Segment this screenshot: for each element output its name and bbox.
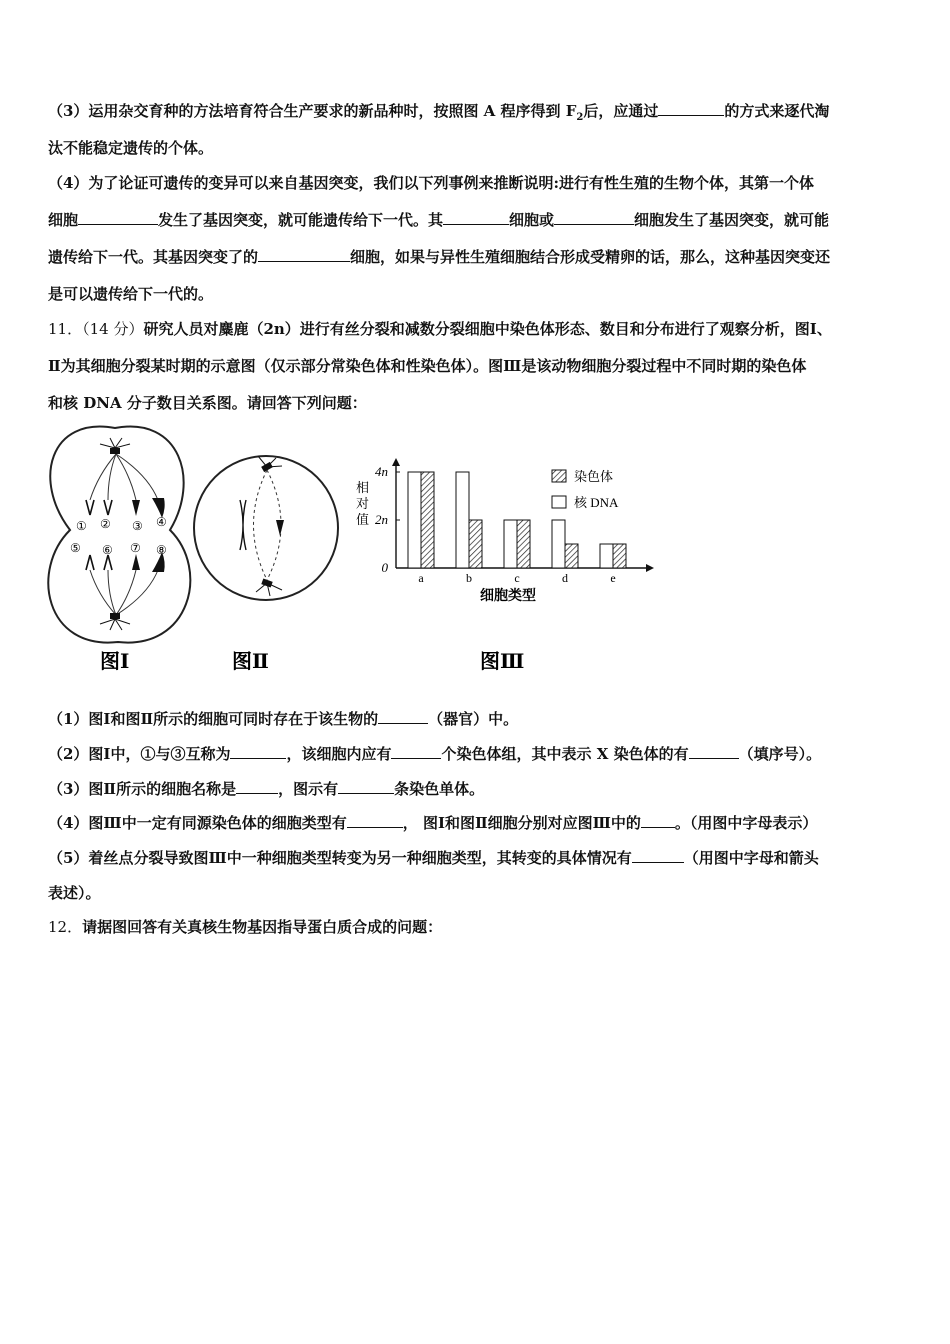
chromosome-label: ⑧ (156, 543, 167, 557)
chromosome-label: ④ (156, 515, 167, 529)
answer-blank[interactable] (689, 744, 739, 759)
x-tick-label: b (466, 571, 472, 585)
answer-blank[interactable] (391, 744, 441, 759)
answer-blank[interactable] (554, 210, 634, 225)
answer-blank[interactable] (658, 101, 724, 116)
q11-part5-line2: 表述）。 (48, 884, 101, 902)
y-tick-label: 0 (381, 560, 388, 575)
x-tick-label: c (514, 571, 520, 585)
question-number: 11．（14 分） (48, 320, 144, 338)
figure-2-caption: 图Ⅱ (232, 651, 269, 673)
q11-stem-line2: Ⅱ为其细胞分裂某时期的示意图（仅示部分常染色体和性染色体）。图Ⅲ是该动物细胞分裂过程中不同时期的染色体 (48, 357, 807, 375)
q11-part1: （1）图Ⅰ和图Ⅱ所示的细胞可同时存在于该生物的 （器官）中。 (48, 710, 519, 728)
x-tick-label: a (418, 571, 424, 585)
q10-part4-line4: 是可以遗传给下一代的。 (48, 285, 214, 303)
bar-dna-c (504, 520, 517, 568)
answer-blank[interactable] (236, 779, 278, 794)
answer-blank[interactable] (230, 744, 286, 759)
chromosome-label: ⑤ (70, 541, 81, 555)
figure-1-caption: 图Ⅰ (100, 651, 130, 673)
x-tick-label: d (562, 571, 568, 585)
q10-part4-line3: 遗传给下一代。其基因突变了的 细胞，如果与异性生殖细胞结合形成受精卵的话，那么，这种基因突变还 (48, 248, 831, 266)
q11-part4: （4）图Ⅲ中一定有同源染色体的细胞类型有 ， 图Ⅰ和图Ⅱ细胞分别对应图Ⅲ中的 。（用图中字母表示） (48, 814, 818, 832)
chart-xlabel: 细胞类型 (480, 589, 536, 604)
q10-part4-line1: （4）为了论证可遗传的变异可以来自基因突变，我们以下列事例来推断说明:进行有性生殖的生物个体，其第一个体 (48, 174, 814, 192)
figure-3-chart (356, 458, 654, 673)
legend-label: 核 DNA (574, 495, 619, 510)
chromosome-label: ③ (132, 519, 143, 533)
chromosome-label: ① (76, 519, 87, 533)
centriole-icon (110, 448, 120, 454)
q11-stem-line3: 和核 DNA 分子数目关系图。请回答下列问题： (48, 394, 367, 412)
q11-part5-line1: （5）着丝点分裂导致图Ⅲ中一种细胞类型转变为另一种细胞类型，其转变的具体情况有 （用图中字母和箭头 (48, 849, 819, 867)
y-axis-label-char: 对 (356, 496, 370, 511)
legend-label: 染色体 (574, 469, 614, 484)
q10-part3-line2: 汰不能稳定遗传的个体。 (48, 139, 214, 157)
answer-blank[interactable] (258, 247, 350, 262)
y-tick-label: 2n (375, 512, 388, 527)
answer-blank[interactable] (338, 779, 394, 794)
bar-chromosome-e (613, 544, 626, 568)
figure-3-caption: 图Ⅲ (480, 651, 525, 673)
legend-swatch-chromosome (552, 470, 566, 482)
y-axis-arrow-icon (392, 458, 400, 466)
figure-2 (194, 456, 338, 673)
q10-part4-line2: 细胞 发生了基因突变，就可能遗传给下一代。其 细胞或 细胞发生了基因突变，就可能 (48, 211, 830, 229)
q10-part3-line1: （3）运用杂交育种的方法培育符合生产要求的新品种时，按照图 A 程序得到 $F_2$后，应通过 的方式来逐代淘 (48, 102, 830, 123)
q12-stem: 12．请据图回答有关真核生物基因指导蛋白质合成的问题： (48, 918, 443, 936)
bar-chromosome-d (565, 544, 578, 568)
chart-ylabel (356, 480, 369, 527)
figures-svg (40, 420, 680, 690)
bar-dna-b (456, 472, 469, 568)
question-number: 12． (48, 918, 83, 936)
centriole-icon (110, 613, 120, 619)
bar-chromosome-a (421, 472, 434, 568)
bar-dna-e (600, 544, 613, 568)
q11-part3: （3）图Ⅱ所示的细胞名称是 ，图示有 条染色单体。 (48, 780, 485, 798)
y-tick-label: 4n (375, 464, 388, 479)
x-tick-label: e (610, 571, 616, 585)
bar-dna-a (408, 472, 421, 568)
answer-blank[interactable] (641, 813, 675, 828)
chromosome-label: ⑥ (102, 543, 113, 557)
answer-blank[interactable] (347, 813, 403, 828)
bar-dna-d (552, 520, 565, 568)
figure-1 (48, 427, 190, 673)
q11-part2: （2）图Ⅰ中，①与③互称为 ，该细胞内应有 个染色体组，其中表示 X 染色体的有 （填序号）。 (48, 745, 822, 763)
figure-area (40, 420, 680, 690)
y-axis-label-char: 值 (356, 512, 370, 527)
bar-chromosome-b (469, 520, 482, 568)
legend-swatch-dna (552, 496, 566, 508)
x-axis-arrow-icon (646, 564, 654, 572)
answer-blank[interactable] (78, 210, 158, 225)
q11-stem-line1: 11．（14 分）研究人员对麋鹿（2n）进行有丝分裂和减数分裂细胞中染色体形态、数目和分布进行了观察分析，图Ⅰ、 (48, 320, 832, 338)
chromosome-label: ② (100, 517, 111, 531)
answer-blank[interactable] (443, 210, 509, 225)
chromosome-label: ⑦ (130, 541, 141, 555)
y-axis-label-char: 相 (356, 480, 370, 495)
answer-blank[interactable] (632, 848, 684, 863)
bar-chromosome-c (517, 520, 530, 568)
answer-blank[interactable] (378, 709, 428, 724)
